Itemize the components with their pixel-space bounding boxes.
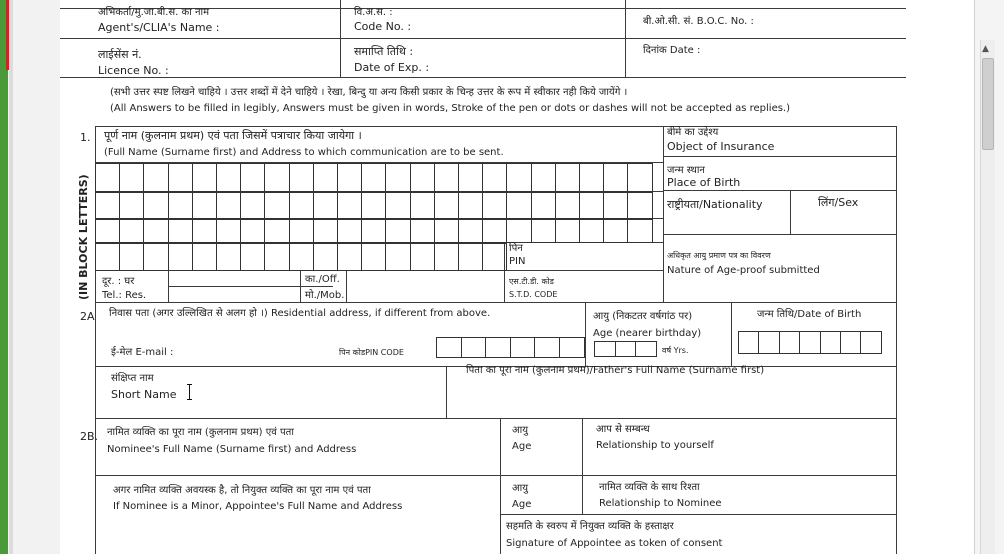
nationality-label: राष्ट्रीयता/Nationality — [667, 198, 763, 211]
boc-label: बी.ओ.सी. सं. B.O.C. No. : — [643, 16, 754, 27]
object-label: Object of Insurance — [667, 140, 775, 153]
short-name-hindi: संक्षिप्त नाम — [111, 373, 154, 384]
letter-box[interactable] — [264, 192, 289, 219]
letter-box[interactable] — [361, 163, 386, 192]
letter-box[interactable] — [192, 243, 217, 271]
section-2b-number: 2B. — [80, 430, 99, 443]
letter-box[interactable] — [361, 192, 386, 219]
letter-box[interactable] — [143, 219, 168, 243]
letter-box[interactable] — [264, 163, 289, 192]
relationship-label: Relationship to yourself — [596, 440, 714, 451]
letter-box[interactable] — [485, 337, 511, 358]
residential-address-label: निवास पता (अगर उल्लिखित से अलग हो ।) Residential address, if different from above. — [109, 308, 491, 319]
letter-box[interactable] — [313, 192, 338, 219]
letter-box[interactable] — [458, 163, 483, 192]
pin-code-label: पिन कोडPIN CODE — [339, 348, 404, 357]
letter-box[interactable] — [385, 163, 410, 192]
letter-box[interactable] — [337, 192, 362, 219]
letter-box[interactable] — [510, 337, 536, 358]
date-label: दिनांक Date : — [643, 45, 701, 56]
appointee-age-hindi: आयु — [512, 483, 529, 494]
nominee-name-hindi: नामित व्यक्ति का पूरा नाम (कुलनाम प्रथम) एवं पता — [107, 427, 294, 438]
letter-box[interactable] — [385, 219, 410, 243]
letter-box[interactable] — [482, 219, 507, 243]
letter-box[interactable] — [555, 192, 580, 219]
letter-box[interactable] — [531, 163, 556, 192]
section-1-number: 1. — [80, 131, 91, 144]
letter-box[interactable] — [95, 243, 120, 271]
letter-box[interactable] — [216, 163, 241, 192]
letter-box[interactable] — [240, 219, 265, 243]
letter-box[interactable] — [143, 163, 168, 192]
instructions-english: (All Answers to be filled in legibly, Answers must be given in words, Stroke of the pen or dots or dashes will not be accepted as replies.) — [110, 103, 791, 114]
dob-label: जन्म तिथि/Date of Birth — [757, 309, 862, 320]
letter-box[interactable] — [119, 192, 144, 219]
letter-box[interactable] — [434, 163, 459, 192]
letter-box[interactable] — [264, 219, 289, 243]
appointee-age-label: Age — [512, 499, 532, 510]
letter-box[interactable] — [337, 163, 362, 192]
short-name-label: Short Name — [111, 388, 177, 401]
email-label: ई-मेल E-mail : — [111, 347, 174, 358]
letter-box[interactable] — [758, 331, 779, 354]
std-code-hindi: एस.टी.डी. कोड — [509, 277, 554, 286]
letter-box[interactable] — [555, 163, 580, 192]
relationship-hindi: आप से सम्बन्ध — [596, 424, 650, 435]
tel-label: Tel.: Res. — [102, 290, 147, 301]
std-code-label: S.T.D. CODE — [509, 290, 558, 299]
letter-box[interactable] — [337, 219, 362, 243]
letter-box[interactable] — [615, 341, 637, 357]
letter-box[interactable] — [434, 219, 459, 243]
letter-box[interactable] — [840, 331, 861, 354]
letter-box[interactable] — [313, 243, 338, 271]
appointee-signature-label: Signature of Appointee as token of consent — [506, 538, 723, 549]
letter-box[interactable] — [95, 219, 120, 243]
pin-label: PIN — [509, 256, 526, 267]
appointee-name-label: If Nominee is a Minor, Appointee's Full Name and Address — [113, 501, 403, 512]
letter-box[interactable] — [559, 337, 585, 358]
sex-label: लिंग/Sex — [818, 196, 859, 209]
letter-box[interactable] — [461, 337, 487, 358]
letter-box[interactable] — [192, 192, 217, 219]
letter-box[interactable] — [95, 163, 120, 192]
letter-box[interactable] — [240, 163, 265, 192]
letter-box[interactable] — [313, 163, 338, 192]
office-phone-label: का./Off. — [305, 274, 340, 285]
letter-box[interactable] — [579, 192, 604, 219]
letter-box[interactable] — [119, 219, 144, 243]
letter-box[interactable] — [458, 243, 483, 271]
letter-box[interactable] — [458, 219, 483, 243]
letter-box[interactable] — [192, 219, 217, 243]
text-cursor-icon — [189, 384, 190, 400]
letter-box[interactable] — [119, 243, 144, 271]
appointee-name-hindi: अगर नामित व्यक्ति अवयस्क है, तो नियुक्त व्यक्ति का पूरा नाम एवं पता — [113, 485, 371, 496]
letter-box[interactable] — [337, 243, 362, 271]
letter-box[interactable] — [627, 192, 652, 219]
letter-box[interactable] — [506, 219, 531, 243]
letter-box[interactable] — [434, 192, 459, 219]
letter-box[interactable] — [603, 219, 628, 243]
letter-box[interactable] — [603, 163, 628, 192]
letter-box[interactable] — [799, 331, 820, 354]
letter-box[interactable] — [289, 219, 314, 243]
birthplace-hindi: जन्म स्थान — [667, 165, 705, 176]
age-nearer-hindi: आयु (निकटतर वर्षगांठ पर) — [593, 311, 693, 322]
agent-name-label: Agent's/CLIA's Name : — [98, 21, 220, 34]
licence-hindi: लाईसेंस नं. — [98, 48, 142, 61]
full-name-hindi: पूर्ण नाम (कुलनाम प्रथम) एवं पता जिसमें पत्राचार किया जायेगा । — [104, 129, 362, 142]
letter-box[interactable] — [240, 192, 265, 219]
letter-box[interactable] — [313, 219, 338, 243]
letter-box[interactable] — [410, 192, 435, 219]
instructions-hindi: (सभी उत्तर स्पष्ट लिखने चाहिये । उत्तर शब्दों में देने चाहिये । रेखा, बिन्दु या अन्य किसी प्रकार के चिन्ह उत्तर के रूप में स्वीकार नही किये जायेंगे । — [110, 87, 628, 98]
nominee-age-label: Age — [512, 441, 532, 452]
scrollbar-thumb[interactable] — [982, 58, 994, 150]
letter-box[interactable] — [289, 243, 314, 271]
mobile-label: मो./Mob. — [305, 290, 345, 301]
scroll-up-icon[interactable]: ▲ — [982, 44, 989, 54]
letter-box[interactable] — [289, 192, 314, 219]
letter-box[interactable] — [143, 192, 168, 219]
birthplace-label: Place of Birth — [667, 176, 741, 189]
letter-box[interactable] — [738, 331, 759, 354]
relationship-nominee-label: Relationship to Nominee — [599, 498, 722, 509]
block-letters-label: (IN BLOCK LETTERS) — [77, 174, 90, 300]
letter-box[interactable] — [436, 337, 462, 358]
letter-box[interactable] — [458, 192, 483, 219]
letter-box[interactable] — [168, 219, 193, 243]
letter-box[interactable] — [635, 341, 657, 357]
letter-box[interactable] — [779, 331, 800, 354]
age-nearer-label: Age (nearer birthday) — [593, 328, 702, 339]
letter-box[interactable] — [216, 219, 241, 243]
letter-box[interactable] — [216, 192, 241, 219]
letter-box[interactable] — [216, 243, 241, 271]
letter-box[interactable] — [555, 219, 580, 243]
letter-box[interactable] — [95, 192, 120, 219]
full-name-label: (Full Name (Surname first) and Address to which communication are to be sent. — [104, 147, 504, 158]
ageproof-hindi: अधिकृत आयु प्रमाण पत्र का विवरण — [667, 251, 771, 260]
letter-box[interactable] — [385, 192, 410, 219]
letter-box[interactable] — [240, 243, 265, 271]
letter-box[interactable] — [594, 341, 616, 357]
letter-box[interactable] — [410, 243, 435, 271]
letter-box[interactable] — [627, 219, 652, 243]
relationship-nominee-hindi: नामित व्यक्ति के साथ रिश्ता — [599, 482, 700, 493]
code-hindi: वि.अ.स. : — [354, 7, 393, 18]
licence-label: Licence No. : — [98, 64, 169, 77]
object-hindi: बीमे का उद्देश्य — [667, 127, 719, 138]
nominee-age-hindi: आयु — [512, 425, 529, 436]
code-label: Code No. : — [354, 20, 412, 33]
letter-box[interactable] — [119, 163, 144, 192]
letter-box[interactable] — [506, 163, 531, 192]
letter-box[interactable] — [482, 192, 507, 219]
expiry-label: Date of Exp. : — [354, 61, 430, 74]
letter-box[interactable] — [820, 331, 841, 354]
letter-box[interactable] — [506, 192, 531, 219]
letter-box[interactable] — [410, 163, 435, 192]
letter-box[interactable] — [534, 337, 560, 358]
letter-box[interactable] — [482, 163, 507, 192]
years-label: वर्ष Yrs. — [662, 346, 689, 355]
agent-name-hindi: अभिकर्ता/मु.जा.बी.स. का नाम — [98, 7, 210, 18]
letter-box[interactable] — [860, 331, 881, 354]
letter-box[interactable] — [579, 163, 604, 192]
ageproof-label: Nature of Age-proof submitted — [667, 265, 820, 276]
letter-box[interactable] — [410, 219, 435, 243]
expiry-hindi: समाप्ति तिथि : — [354, 45, 414, 58]
letter-box[interactable] — [579, 219, 604, 243]
appointee-signature-hindi: सहमति के स्वरुप में नियुक्त व्यक्ति के हस्ताक्षर — [506, 521, 674, 532]
letter-box[interactable] — [264, 243, 289, 271]
letter-box[interactable] — [603, 192, 628, 219]
letter-box[interactable] — [289, 163, 314, 192]
letter-box[interactable] — [168, 243, 193, 271]
tel-hindi: दूर. : घर — [102, 276, 135, 287]
letter-box[interactable] — [168, 163, 193, 192]
letter-box[interactable] — [385, 243, 410, 271]
letter-box[interactable] — [531, 219, 556, 243]
letter-box[interactable] — [168, 192, 193, 219]
letter-box[interactable] — [361, 243, 386, 271]
pin-hindi: पिन — [509, 243, 523, 254]
letter-box[interactable] — [361, 219, 386, 243]
nominee-name-label: Nominee's Full Name (Surname first) and Address — [107, 444, 357, 455]
letter-box[interactable] — [192, 163, 217, 192]
letter-box[interactable] — [627, 163, 652, 192]
letter-box[interactable] — [531, 192, 556, 219]
section-2a-number: 2A — [80, 310, 95, 323]
letter-box[interactable] — [143, 243, 168, 271]
letter-box[interactable] — [482, 243, 507, 271]
father-name-label: पिता का पूरा नाम (कुलनाम प्रथम)/Father's Full Name (Surname first) — [466, 365, 765, 376]
letter-box[interactable] — [434, 243, 459, 271]
